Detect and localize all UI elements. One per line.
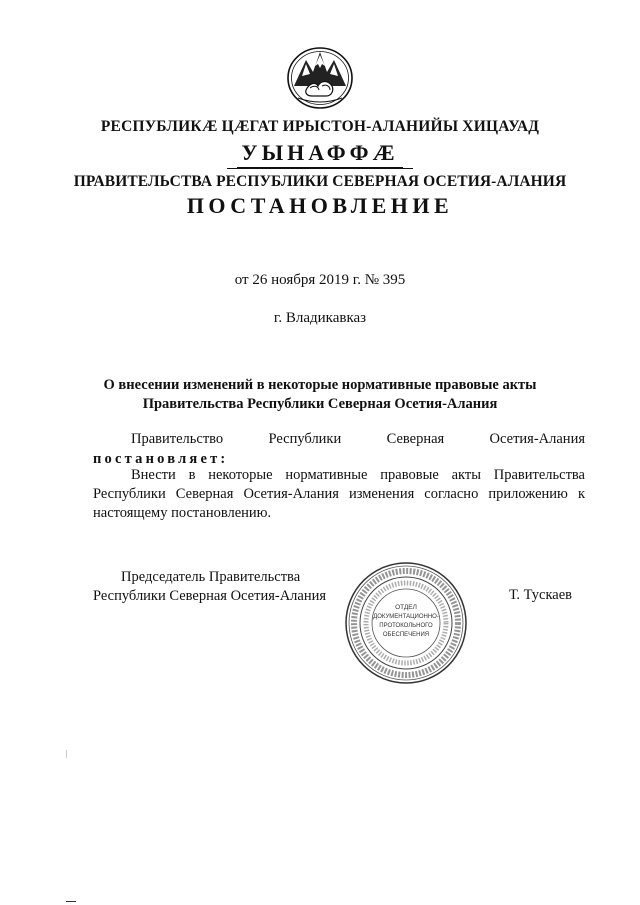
resolution-rest: Республики Северная Осетия-Алания изменения согласно приложению к настоящему постановлению. — [93, 486, 585, 521]
word-1: Правительство — [131, 431, 224, 447]
header-line-ossetian: РЕСПУБЛИКӔ ЦӔГАТ ИРЫСТОН-АЛАНИЙЫ ХИЦАУАД — [100, 118, 540, 135]
scan-mark — [66, 750, 67, 758]
footer-rule — [66, 901, 76, 902]
signatory-title — [93, 568, 326, 606]
subject-line-1: О внесении изменений в некоторые нормативные правовые акты — [103, 377, 537, 393]
stamp-line-2: ДОКУМЕНТАЦИОННО- — [373, 614, 439, 620]
city: г. Владикавказ — [273, 310, 367, 326]
header-divider — [227, 168, 413, 169]
resolves-word: постановляет: — [93, 451, 229, 467]
subject-line-2: Правительства Республики Северная Осетия-Алания — [142, 396, 498, 412]
paragraph-government — [93, 431, 585, 448]
document-type-title: ПОСТАНОВЛЕНИЕ — [186, 193, 454, 218]
header-title-ossetian — [0, 140, 640, 166]
signatory-title-line-2: Республики Северная Осетия-Алания — [93, 588, 327, 604]
word-2: Республики — [268, 431, 342, 447]
header-title-ossetian-text: УЫНАФФӔ — [237, 140, 402, 168]
resolution-line-1: Внести в некоторые нормативные правовые акты Правительства — [131, 467, 585, 483]
word-3: Северная — [386, 431, 445, 447]
paragraph-resolution — [93, 466, 585, 523]
emblem-seal — [286, 46, 354, 110]
date-number: от 26 ноября 2019 г. № 395 — [234, 272, 406, 288]
document-subject — [0, 376, 640, 414]
header-line-russian: ПРАВИТЕЛЬСТВА РЕСПУБЛИКИ СЕВЕРНАЯ ОСЕТИЯ-АЛАНИЯ — [73, 173, 567, 190]
word-4: Осетия-Алания — [489, 431, 585, 447]
stamp-line-1: ОТДЕЛ — [395, 604, 417, 611]
signatory-name: Т. Тускаев — [509, 587, 573, 603]
official-stamp — [343, 560, 469, 686]
stamp-line-3: ПРОТОКОЛЬНОГО — [379, 623, 433, 629]
stamp-line-4: ОБЕСПЕЧЕНИЯ — [382, 632, 430, 638]
signatory-title-line-1: Председатель Правительства — [121, 569, 301, 585]
